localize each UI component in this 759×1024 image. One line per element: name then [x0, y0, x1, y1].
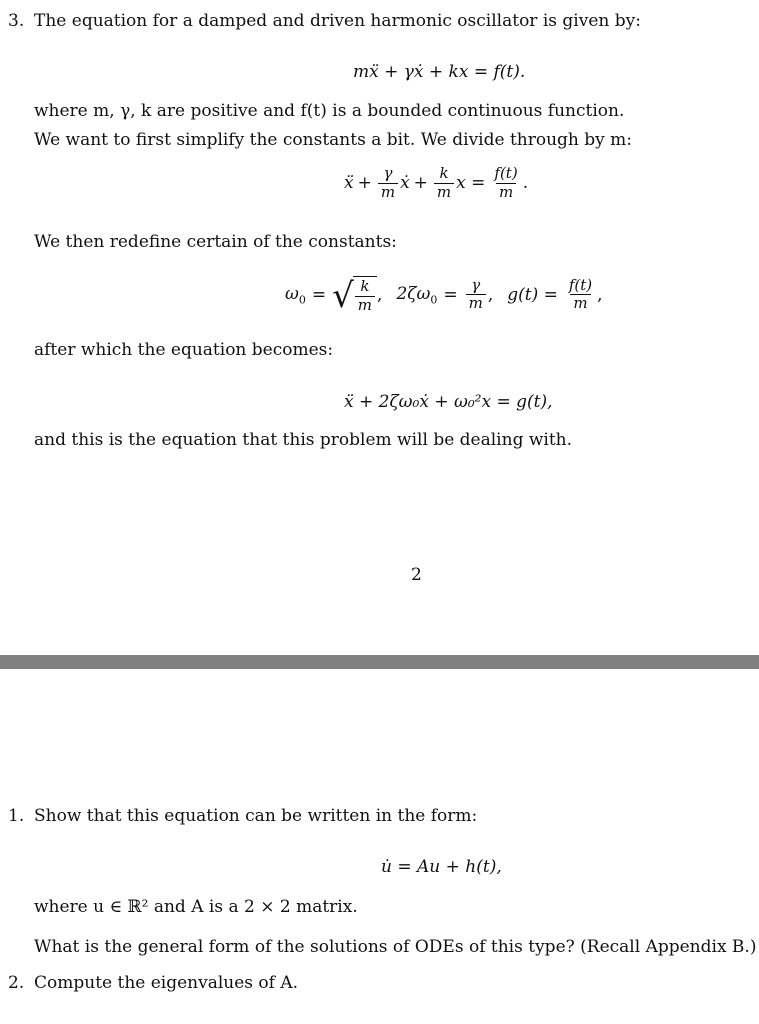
- equation-normalized: ẍ + 2ζω₀ẋ + ω₀²x = g(t),: [344, 392, 553, 412]
- eq2-frac-gamma-m: [378, 166, 398, 201]
- eq3-gamma-den: m: [466, 294, 486, 312]
- item-1-text: Show that this equation can be written in the form:: [34, 806, 478, 826]
- eq2-ddot-x: ẍ: [344, 173, 354, 194]
- eq2-frac1-num: γ: [383, 164, 393, 182]
- page-divider: [0, 655, 759, 669]
- eq2-frac2-den: m: [434, 183, 454, 201]
- text-redefine: We then redefine certain of the constants:: [34, 232, 397, 252]
- eq3-frac-k-m: [355, 279, 375, 314]
- eq2-frac2-num: k: [439, 164, 449, 182]
- equation-divided: [344, 166, 528, 201]
- eq3-g-lhs: g(t) =: [507, 284, 558, 305]
- equation-first-order: u̇ = Au + h(t),: [381, 857, 502, 877]
- item-1-number: 1.: [8, 806, 25, 826]
- text-general-form: What is the general form of the solutions of ODEs of this type? (Recall Appendix B.): [34, 937, 757, 957]
- eq2-frac3-den: m: [496, 183, 516, 201]
- eq2-frac-f-m: [491, 166, 520, 201]
- equation-oscillator: mẍ + γẋ + kx = f(t).: [353, 62, 526, 82]
- eq3-f-num: f(t): [568, 275, 593, 294]
- eq3-equals-1: =: [311, 284, 327, 305]
- eq2-frac1-den: m: [378, 183, 398, 201]
- eq3-sqrt: [332, 276, 377, 314]
- problem-number: 3.: [8, 11, 25, 31]
- eq3-comma-3: ,: [597, 284, 603, 305]
- text-where-constants: where m, γ, k are positive and f(t) is a bounded continuous function.: [34, 101, 625, 121]
- eq2-dot-x: ẋ: [400, 173, 410, 194]
- eq3-omega0: $\omega_0$: [285, 283, 306, 306]
- eq3-frac-gamma-m: [466, 275, 486, 313]
- text-where-u: where u ∈ ℝ² and A is a 2 × 2 matrix.: [34, 897, 358, 917]
- eq3-sqrt-den: m: [355, 296, 375, 314]
- eq3-comma-1: ,: [377, 284, 383, 305]
- eq2-period: .: [522, 173, 529, 194]
- text-dealing: and this is the equation that this problem will be dealing with.: [34, 430, 573, 450]
- eq3-zeta-omega0: $2\zeta\omega_0$: [396, 283, 438, 306]
- eq2-frac3-num: f(t): [494, 164, 518, 182]
- eq3-gamma-num: γ: [471, 275, 481, 294]
- eq3-equals-2: =: [443, 284, 458, 305]
- item-2-number: 2.: [8, 973, 25, 993]
- page-number: 2: [411, 565, 422, 585]
- sqrt-radical-icon: √: [332, 275, 354, 316]
- eq2-x-equals: x =: [456, 173, 486, 194]
- eq2-frac-k-m: [434, 166, 454, 201]
- eq3-f-den: m: [570, 294, 590, 312]
- text-after: after which the equation becomes:: [34, 340, 334, 360]
- text-simplify: We want to first simplify the constants a bit. We divide through by m:: [34, 130, 633, 150]
- equation-definitions: [285, 276, 603, 314]
- eq2-plus-2: +: [413, 173, 428, 194]
- problem-intro: The equation for a damped and driven harmonic oscillator is given by:: [34, 11, 641, 31]
- eq3-comma-2: ,: [487, 284, 494, 305]
- eq2-plus-1: +: [357, 173, 372, 194]
- item-2-text: Compute the eigenvalues of A.: [34, 973, 299, 993]
- eq3-frac-f-m: [566, 275, 595, 313]
- eq3-sqrt-num: k: [360, 277, 370, 295]
